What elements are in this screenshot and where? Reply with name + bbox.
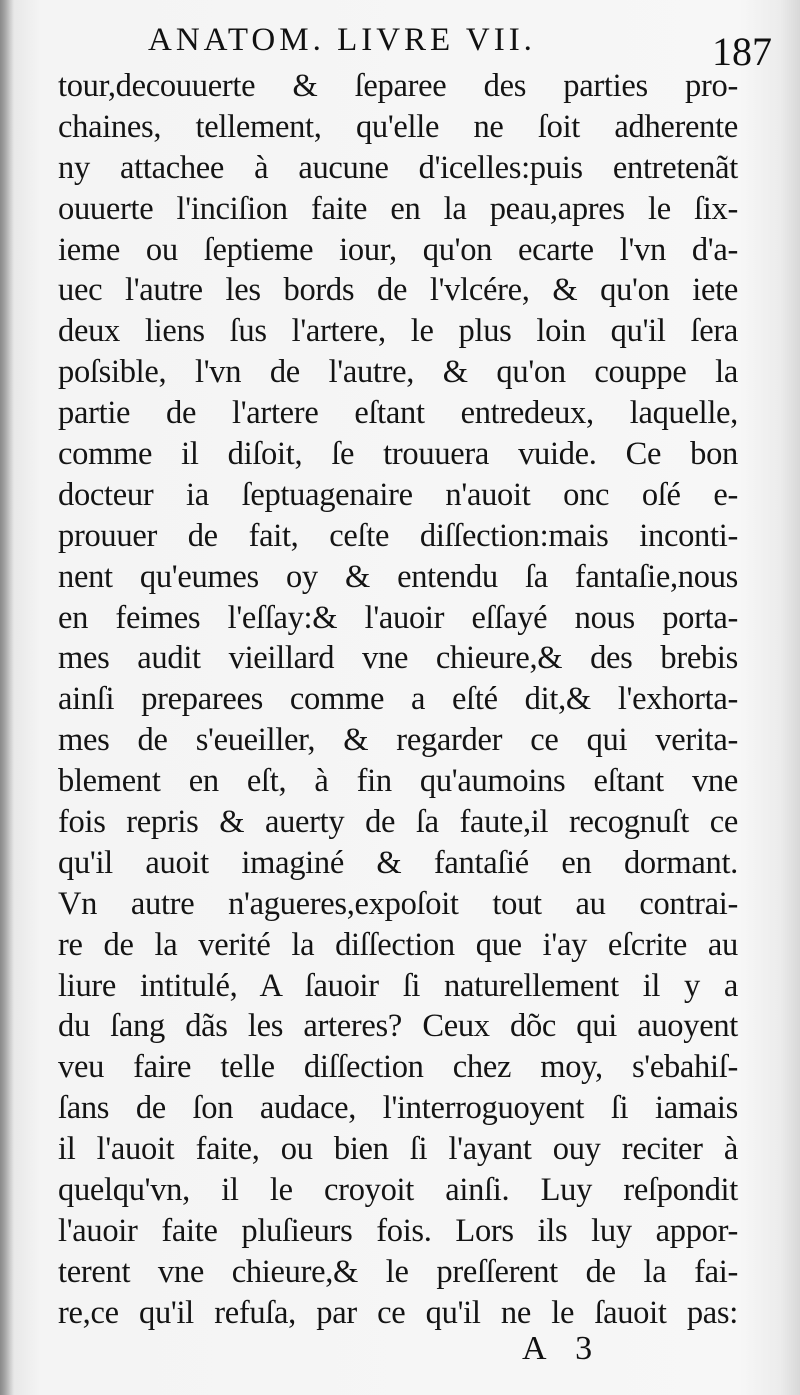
text-line: Vn autre n'agueres,expoſoit tout au contrai- bbox=[58, 885, 738, 922]
text-line: ny attachee à aucune d'icelles:puis entretenãt bbox=[58, 149, 738, 186]
page-number: 187 bbox=[712, 29, 772, 74]
text-line: docteur ia ſeptuagenaire n'auoit onc oſé e- bbox=[58, 476, 738, 513]
text-line: deux liens ſus l'artere, le plus loin qu'il ſera bbox=[58, 313, 738, 350]
text-line: terent vne chieure,& le preſſerent de la fai- bbox=[58, 1253, 738, 1290]
gutter-shadow bbox=[0, 0, 14, 1395]
text-line: blement en eſt, à fin qu'aumoins eſtant vne bbox=[58, 763, 738, 800]
text-line: qu'il auoit imaginé & fantaſié en dormant. bbox=[58, 844, 738, 881]
text-line: mes de s'eueiller, & regarder ce qui verita- bbox=[58, 722, 738, 759]
text-line: ieme ou ſeptieme iour, qu'on ecarte l'vn d'a- bbox=[58, 231, 738, 268]
text-line: uec l'autre les bords de l'vlcére, & qu'on iete bbox=[58, 272, 738, 309]
page-footer bbox=[0, 1330, 800, 1380]
text-line: ouuerte l'inciſion faite en la peau,apres le ſix- bbox=[58, 190, 738, 227]
text-line: ainſi preparees comme a eſté dit,& l'exhorta- bbox=[58, 681, 738, 718]
text-line: chaines, tellement, qu'elle ne ſoit adherente bbox=[58, 108, 738, 145]
text-line: liure intitulé, A ſauoir ſi naturellement il y a bbox=[58, 967, 738, 1004]
signature-mark: A 3 bbox=[522, 1330, 593, 1367]
text-line: comme il diſoit, ſe trouuera vuide. Ce bon bbox=[58, 436, 738, 473]
text-line: ſans de ſon audace, l'interroguoyent ſi iamais bbox=[58, 1090, 738, 1127]
text-line: quelqu'vn, il le croyoit ainſi. Luy reſpondit bbox=[58, 1172, 738, 1209]
text-line: mes audit vieillard vne chieure,& des brebis bbox=[58, 640, 738, 677]
text-line: veu faire telle diſſection chez moy, s'ebahiſ- bbox=[58, 1049, 738, 1086]
text-line: il l'auoit faite, ou bien ſi l'ayant ouy reciter à bbox=[58, 1131, 738, 1168]
text-line: en feimes l'eſſay:& l'auoir eſſayé nous porta- bbox=[58, 599, 738, 636]
text-line: partie de l'artere eſtant entredeux, laquelle, bbox=[58, 395, 738, 432]
running-head: ANATOM. LIVRE VII. bbox=[148, 22, 536, 58]
text-line: prouuer de fait, ceſte diſſection:mais inconti- bbox=[58, 517, 738, 554]
body-text bbox=[58, 66, 738, 1334]
text-line: l'auoir faite pluſieurs fois. Lors ils luy appor- bbox=[58, 1212, 738, 1249]
text-line: nent qu'eumes oy & entendu ſa fantaſie,nous bbox=[58, 558, 738, 595]
text-line: re,ce qu'il refuſa, par ce qu'il ne le ſauoit pas: bbox=[58, 1294, 738, 1331]
text-line: tour,decouuerte & ſeparee des parties pro- bbox=[58, 68, 738, 104]
text-line: fois repris & auerty de ſa faute,il recognuſt ce bbox=[58, 804, 738, 841]
text-line: du ſang dãs les arteres? Ceux dõc qui auoyent bbox=[58, 1008, 738, 1045]
text-line: poſsible, l'vn de l'autre, & qu'on couppe la bbox=[58, 354, 738, 391]
text-line: re de la verité la diſſection que i'ay eſcrite au bbox=[58, 926, 738, 963]
